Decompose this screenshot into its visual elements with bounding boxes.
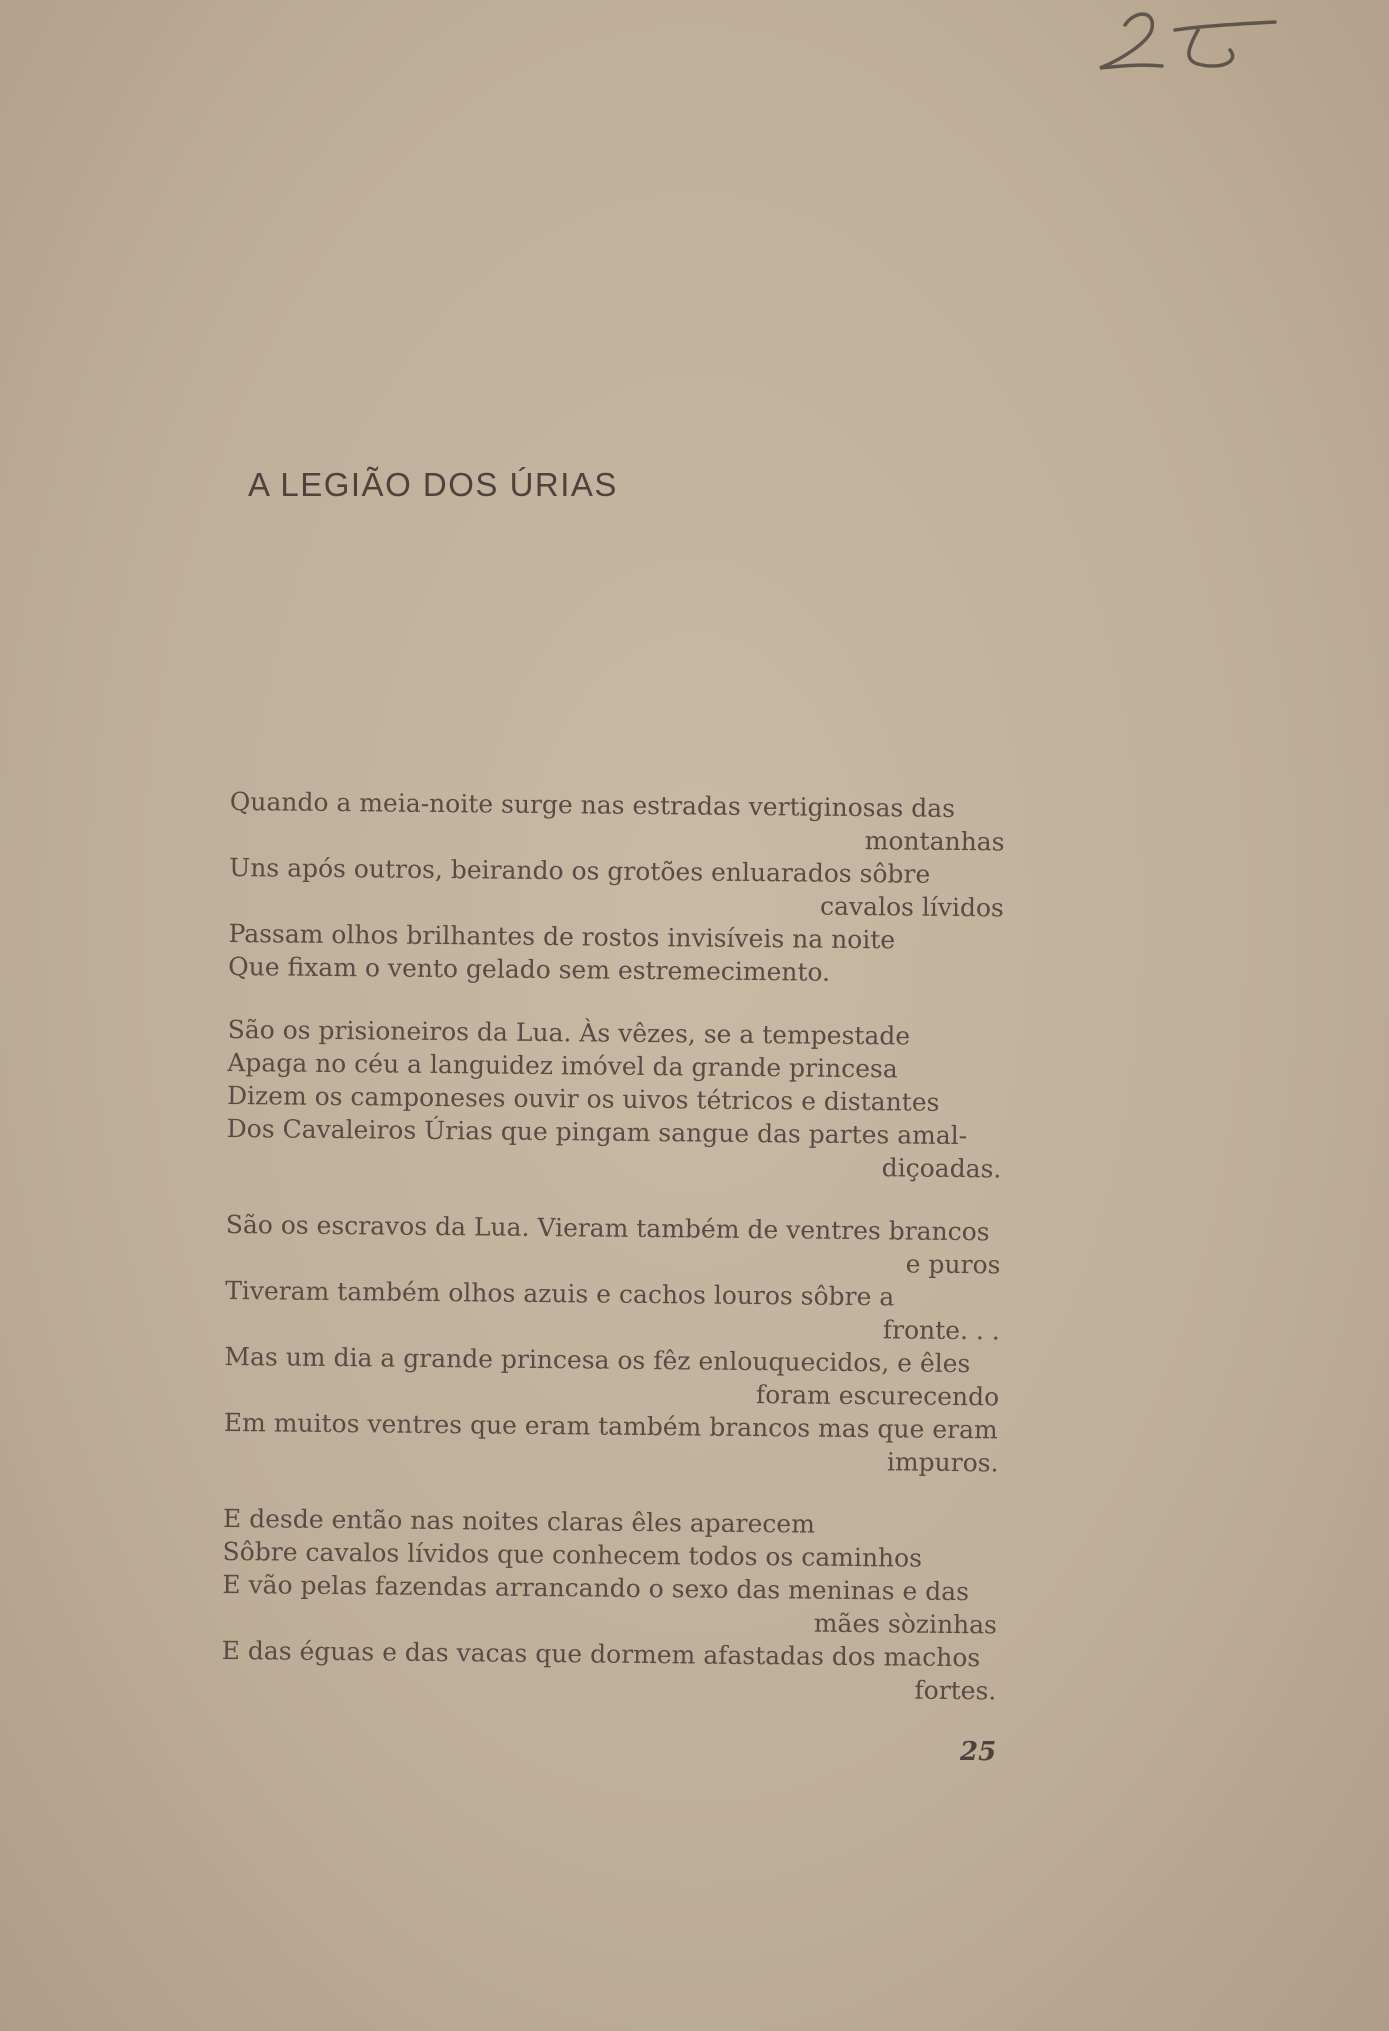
poem-body [221, 785, 1005, 1737]
poem-line: Apaga no céu a languidez imóvel da grande princesa [227, 1047, 898, 1084]
handwritten-page-number [1080, 0, 1310, 110]
poem-line: Quando a meia-noite surge nas estradas vertiginosas das [229, 786, 956, 823]
stanza-4 [221, 1502, 998, 1707]
poem-line-continuation: foram escurecendo [755, 1380, 1000, 1412]
poem-line-continuation: montanhas [864, 826, 1005, 857]
poem-line-continuation: fortes. [914, 1675, 997, 1706]
stanza-1 [228, 785, 1005, 990]
poem-line-continuation: e puros [905, 1249, 1001, 1280]
poem-line-continuation: cavalos lívidos [819, 891, 1004, 923]
stanza-3 [223, 1208, 1000, 1479]
poem-line-continuation: mães sòzinhas [813, 1608, 998, 1640]
poem-line: Mas um dia a grande princesa os fêz enlouquecidos, e êles [224, 1341, 971, 1379]
poem-line: São os prisioneiros da Lua. Às vêzes, se a tempestade [227, 1014, 911, 1051]
poem-line: Dos Cavaleiros Úrias que pingam sangue das partes amal- [226, 1113, 968, 1151]
stanza-2 [226, 1013, 1003, 1185]
poem-line: São os escravos da Lua. Vieram também de ventres brancos [225, 1209, 990, 1247]
poem-line: Passam olhos brilhantes de rostos invisíveis na noite [228, 918, 896, 955]
poem-line: Uns após outros, beirando os grotões enluarados sôbre [229, 852, 931, 889]
poem-line-continuation: fronte. . . [882, 1315, 1000, 1346]
poem-line: E desde então nas noites claras êles aparecem [222, 1503, 815, 1539]
poem-line: Tiveram também olhos azuis e cachos louros sôbre a [225, 1275, 895, 1312]
poem-line: Que fixam o vento gelado sem estremecimento. [228, 951, 831, 987]
poem-line: Sôbre cavalos lívidos que conhecem todos os caminhos [222, 1536, 923, 1573]
poem-line: E vão pelas fazendas arrancando o sexo das meninas e das [222, 1569, 970, 1607]
poem-line-continuation: diçoadas. [881, 1153, 1002, 1184]
poem-line: E das éguas e das vacas que dormem afastadas dos machos [221, 1635, 981, 1673]
handwritten-number-drawing [1080, 0, 1310, 110]
poem-line: Em muitos ventres que eram também brancos mas que eram [223, 1407, 998, 1445]
poem-title: A LEGIÃO DOS ÚRIAS [248, 466, 618, 503]
printed-page-number: 25 [960, 1737, 997, 1767]
poem-line: Dizem os camponeses ouvir os uivos tétricos e distantes [226, 1080, 940, 1117]
poem-line-continuation: impuros. [886, 1447, 999, 1478]
